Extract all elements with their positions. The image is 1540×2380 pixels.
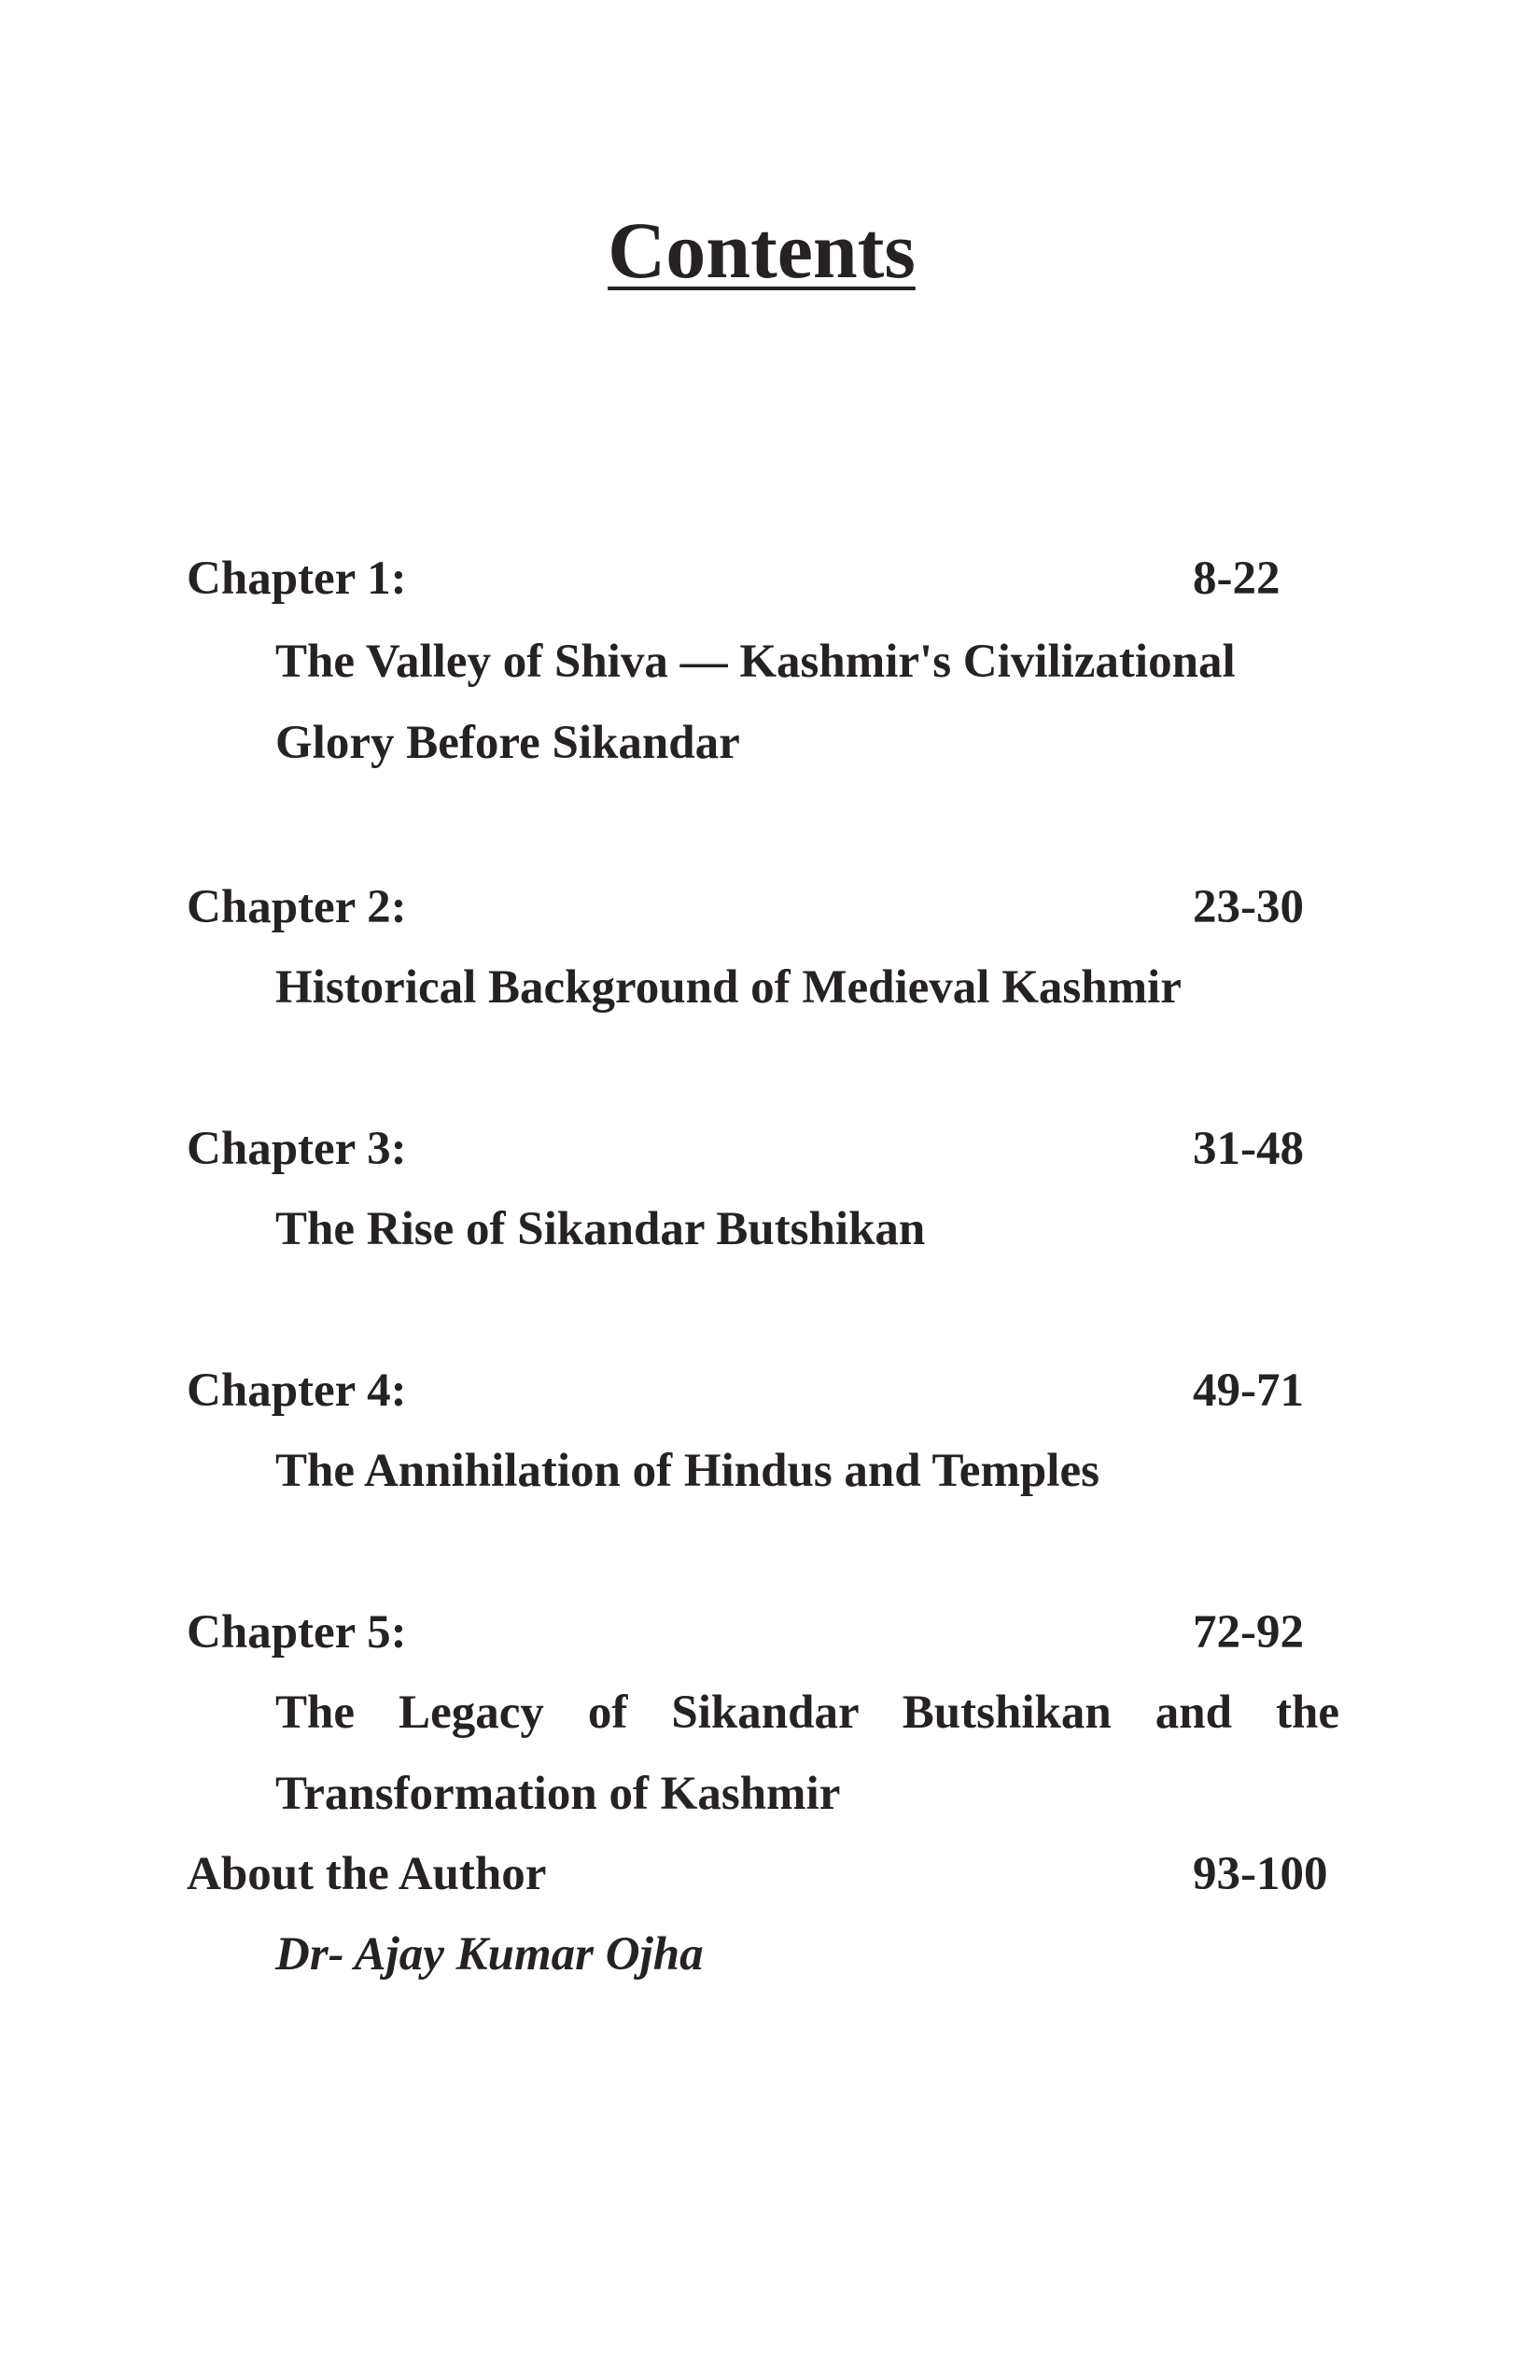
toc-entry-chapter-5[interactable] (187, 1595, 1339, 1670)
toc-entry-pages: 23-30 (1193, 881, 1304, 933)
toc-entry-pages: 31-48 (1193, 1123, 1304, 1175)
toc-entry-chapter-2[interactable] (187, 870, 1339, 945)
toc-entry-label: Chapter 5: (187, 1606, 407, 1659)
toc-entry-label: About the Author (187, 1848, 547, 1900)
toc-entry-title: The Annihilation of Hindus and Temples (275, 1445, 1099, 1497)
toc-entry-title: The Rise of Sikandar Butshikan (275, 1203, 926, 1255)
toc-entry-pages: 72-92 (1193, 1606, 1304, 1659)
toc-entry-label: Chapter 4: (187, 1365, 407, 1417)
toc-entry-about-author[interactable] (187, 1837, 1339, 1911)
toc-entry-title: The Legacy of Sikandar Butshikan and the Transformation of Kashmir (275, 1687, 1339, 1820)
toc-entry-chapter-1[interactable] (187, 541, 1339, 616)
toc-entry-label: Chapter 1: (187, 553, 407, 605)
author-name: Dr- Ajay Kumar Ojha (275, 1928, 704, 1981)
toc-entry-chapter-4[interactable] (187, 1353, 1339, 1428)
toc-entry-pages: 8-22 (1193, 553, 1281, 605)
toc-entry-title: Historical Background of Medieval Kashmir (275, 961, 1182, 1014)
toc-entry-pages: 93-100 (1193, 1848, 1328, 1900)
page-title (0, 199, 1523, 301)
page-title-text: Contents (608, 205, 916, 295)
toc-entry-chapter-3[interactable] (187, 1112, 1339, 1186)
toc-entry-label: Chapter 3: (187, 1123, 407, 1175)
toc-entry-label: Chapter 2: (187, 881, 407, 933)
toc-entry-pages: 49-71 (1193, 1365, 1304, 1417)
toc-entry-title: The Valley of Shiva — Kashmir's Civilizational Glory Before Sikandar (275, 636, 1236, 769)
